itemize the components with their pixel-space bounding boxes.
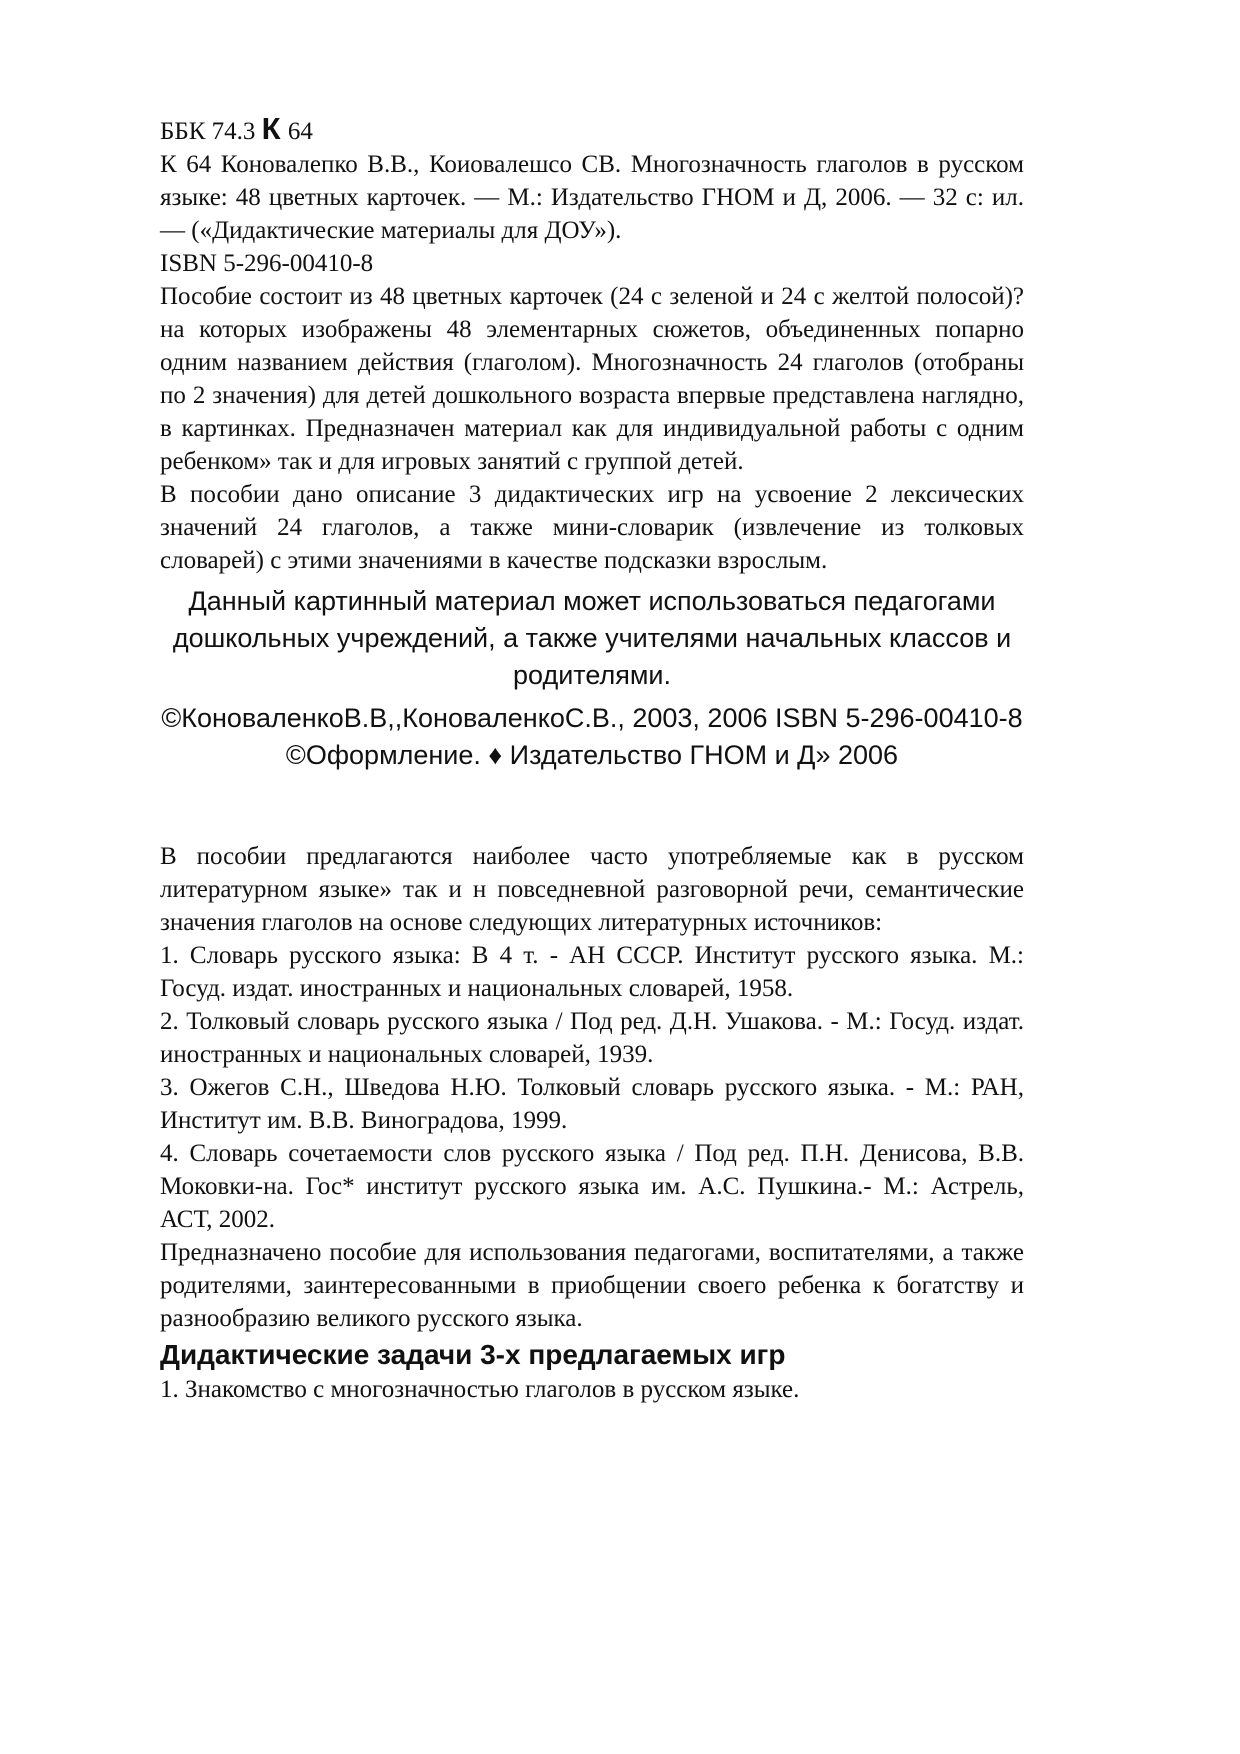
annotation-paragraph-1: Пособие состоит из 48 цветных карточек (24 с зеленой и 24 с желтой полосой)? на которых изображены 48 элементарных сюжетов, объединенных попарно одним названием действия (глаголом). Многозначность 24 глаголов (отобраны по 2 значения) для детей дошкольного возраста впервые представлена наглядно, в картинках. Предназначен материал как для индивидуальной работы с одним ребенком» так и для игровых занятий с группой детей. [160,283,1024,475]
source-item-1: 1. Словарь русского языка: В 4 т. - АН СССР. Институт русского языка. М.: Госуд. издат. иностранных и национальных словарей, 1958. [160,942,1024,1002]
isbn-line: ISBN 5-296-00410-8 [160,250,374,277]
source-item-2: 2. Толковый словарь русского языка / Под ред. Д.Н. Ушакова. - М.: Госуд. издат. иностранных и национальных словарей, 1939. [160,1008,1024,1068]
bbk-label: ББК 74.3 [160,118,256,145]
bbk-classification-line [160,112,1024,148]
tasks-heading: Дидактические задачи 3-х предлагаемых игр [160,1339,786,1370]
annotation-paragraph-2: В пособии дано описание 3 дидактических игр на усвоение 2 лексических значений 24 глаголов, а также мини-словарик (извлечение из толковых словарей) с этими значениями в качестве подсказки взрослым. [160,481,1024,574]
bibliographic-record: К 64 Коновалепко В.В., Коиовалешсо СВ. Многозначность глаголов в русском языке: 48 цветных карточек. — М.: Издательство ГНОМ и Д, 2006. — 32 с: ил. — («Дидактические материалы для ДОУ»). [160,151,1024,244]
book-imprint-page [160,112,1024,1406]
source-item-4: 4. Словарь сочетаемости слов русского языка / Под ред. П.Н. Денисова, В.В. Моковки-на. Гос* институт русского языка им. А.С. Пушкина.- М.: Астрель, АСТ, 2002. [160,1140,1024,1233]
sources-intro-paragraph: В пособии предлагаются наиболее часто употребляемые как в русском литературном языке» так и н повседневной разговорной речи, семантические значения глаголов на основе следующих литературных источников: [160,843,1024,936]
bbk-number: 64 [287,118,313,145]
source-item-3: 3. Ожегов С.Н., Шведова Н.Ю. Толковый словарь русского языка. - М.: РАН, Институт им. В.В. Виноградова, 1999. [160,1074,1024,1134]
usage-note: Данный картинный материал может использоваться педагогами дошкольных учреждений, а также учителями начальных классов и родителями. [172,586,1012,690]
copyright-line: ©КоноваленкоВ.В,,КоноваленкоС.В., 2003, 2006 ISBN 5-296-00410-8 ©Оформление. ♦ Издательство ГНОМ и Д» 2006 [161,703,1023,770]
bbk-letter: К [261,111,282,146]
task-item-1: 1. Знакомство с многозначностью глаголов в русском языке. [160,1376,800,1403]
purpose-paragraph: Предназначено пособие для использования педагогами, воспитателями, а также родителями, заинтересованными в приобщении своего ребенка к богатству и разнообразию великого русского языка. [160,1239,1024,1332]
